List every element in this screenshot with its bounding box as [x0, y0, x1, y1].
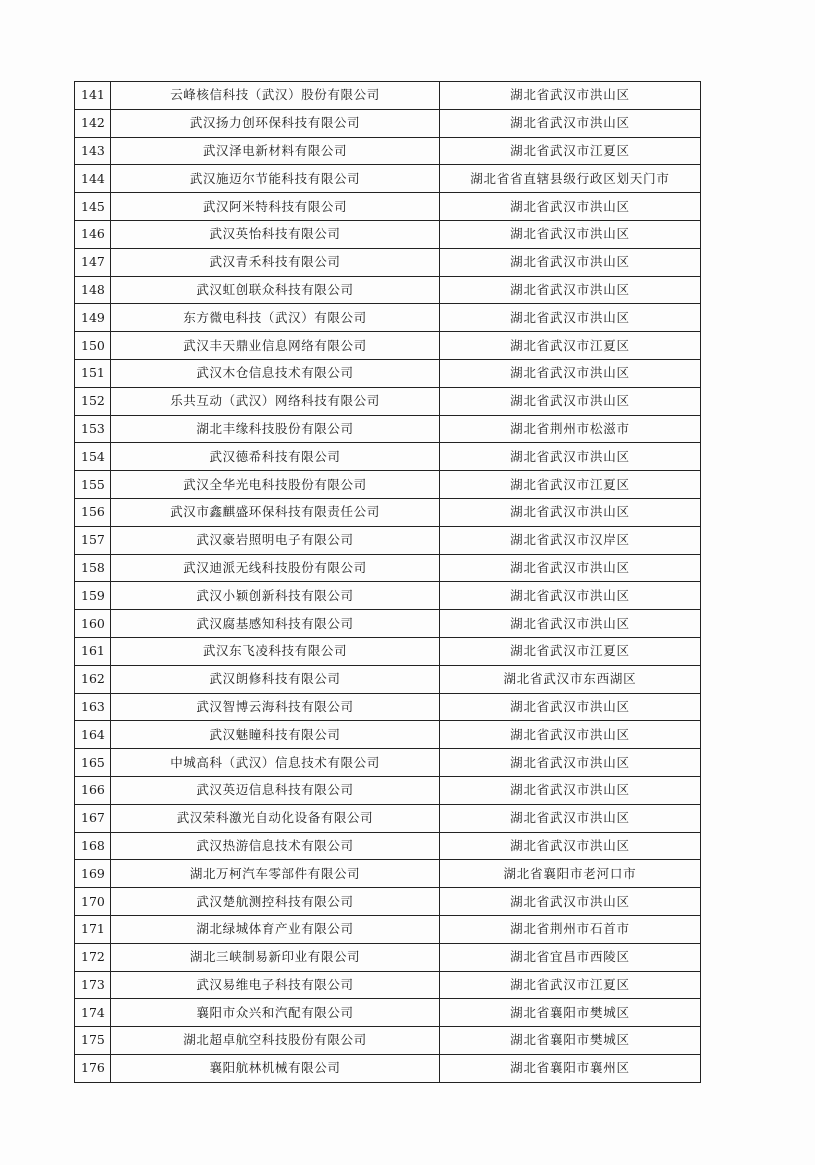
- company-location: 湖北省襄阳市老河口市: [440, 860, 701, 888]
- row-number: 168: [75, 832, 111, 860]
- row-number: 149: [75, 304, 111, 332]
- company-location: 湖北省武汉市洪山区: [440, 832, 701, 860]
- table-row: [75, 915, 701, 943]
- table-row: [75, 220, 701, 248]
- row-number: 160: [75, 610, 111, 638]
- company-location: 湖北省宜昌市西陵区: [440, 943, 701, 971]
- company-location: 湖北省武汉市洪山区: [440, 888, 701, 916]
- row-number: 157: [75, 526, 111, 554]
- table-row: [75, 971, 701, 999]
- table-row: [75, 1027, 701, 1055]
- row-number: 176: [75, 1054, 111, 1082]
- company-name: 武汉英迈信息科技有限公司: [111, 776, 440, 804]
- row-number: 171: [75, 915, 111, 943]
- row-number: 166: [75, 776, 111, 804]
- company-location: 湖北省武汉市江夏区: [440, 137, 701, 165]
- company-location: 湖北省武汉市江夏区: [440, 332, 701, 360]
- company-name: 武汉青禾科技有限公司: [111, 248, 440, 276]
- company-location: 湖北省武汉市洪山区: [440, 749, 701, 777]
- company-name: 湖北绿城体育产业有限公司: [111, 915, 440, 943]
- company-location: 湖北省武汉市江夏区: [440, 471, 701, 499]
- row-number: 164: [75, 721, 111, 749]
- table-row: [75, 359, 701, 387]
- company-location: 湖北省武汉市洪山区: [440, 498, 701, 526]
- table-row: [75, 1054, 701, 1082]
- table-row: [75, 276, 701, 304]
- table-row: [75, 804, 701, 832]
- company-name: 湖北三峡制易新印业有限公司: [111, 943, 440, 971]
- company-name: 武汉扬力创环保科技有限公司: [111, 109, 440, 137]
- row-number: 159: [75, 582, 111, 610]
- company-name: 武汉朗修科技有限公司: [111, 665, 440, 693]
- table-row: [75, 665, 701, 693]
- row-number: 145: [75, 193, 111, 221]
- company-location: 湖北省武汉市洪山区: [440, 248, 701, 276]
- company-name: 武汉泽电新材料有限公司: [111, 137, 440, 165]
- company-location: 湖北省襄阳市襄州区: [440, 1054, 701, 1082]
- table-row: [75, 888, 701, 916]
- company-name: 襄阳航林机械有限公司: [111, 1054, 440, 1082]
- company-location: 湖北省武汉市洪山区: [440, 82, 701, 110]
- company-location: 湖北省武汉市洪山区: [440, 693, 701, 721]
- company-location: 湖北省襄阳市樊城区: [440, 1027, 701, 1055]
- company-location: 湖北省武汉市洪山区: [440, 193, 701, 221]
- table-row: [75, 304, 701, 332]
- company-name: 武汉楚航测控科技有限公司: [111, 888, 440, 916]
- company-name: 武汉豪岩照明电子有限公司: [111, 526, 440, 554]
- company-name: 武汉腐基感知科技有限公司: [111, 610, 440, 638]
- company-list-body: [75, 82, 701, 1083]
- company-name: 武汉智博云海科技有限公司: [111, 693, 440, 721]
- company-name: 中城高科（武汉）信息技术有限公司: [111, 749, 440, 777]
- company-location: 湖北省武汉市洪山区: [440, 776, 701, 804]
- row-number: 143: [75, 137, 111, 165]
- company-name: 武汉热游信息技术有限公司: [111, 832, 440, 860]
- company-location: 湖北省襄阳市樊城区: [440, 999, 701, 1027]
- table-row: [75, 776, 701, 804]
- company-name: 乐共互动（武汉）网络科技有限公司: [111, 387, 440, 415]
- company-name: 湖北超卓航空科技股份有限公司: [111, 1027, 440, 1055]
- company-location: 湖北省武汉市洪山区: [440, 387, 701, 415]
- company-location: 湖北省武汉市东西湖区: [440, 665, 701, 693]
- row-number: 156: [75, 498, 111, 526]
- company-name: 武汉荣科激光自动化设备有限公司: [111, 804, 440, 832]
- table-row: [75, 999, 701, 1027]
- row-number: 165: [75, 749, 111, 777]
- row-number: 141: [75, 82, 111, 110]
- row-number: 167: [75, 804, 111, 832]
- company-name: 湖北丰缘科技股份有限公司: [111, 415, 440, 443]
- row-number: 151: [75, 359, 111, 387]
- row-number: 144: [75, 165, 111, 193]
- table-row: [75, 637, 701, 665]
- table-row: [75, 832, 701, 860]
- table-row: [75, 387, 701, 415]
- company-name: 武汉迪派无线科技股份有限公司: [111, 554, 440, 582]
- company-name: 武汉虹创联众科技有限公司: [111, 276, 440, 304]
- company-location: 湖北省武汉市洪山区: [440, 359, 701, 387]
- table-row: [75, 860, 701, 888]
- company-location: 湖北省武汉市汉岸区: [440, 526, 701, 554]
- company-location: 湖北省武汉市洪山区: [440, 721, 701, 749]
- table-row: [75, 248, 701, 276]
- row-number: 173: [75, 971, 111, 999]
- company-location: 湖北省武汉市洪山区: [440, 304, 701, 332]
- company-location: 湖北省武汉市洪山区: [440, 443, 701, 471]
- company-name: 武汉英怡科技有限公司: [111, 220, 440, 248]
- company-name: 武汉易维电子科技有限公司: [111, 971, 440, 999]
- company-name: 武汉木仓信息技术有限公司: [111, 359, 440, 387]
- row-number: 163: [75, 693, 111, 721]
- company-location: 湖北省省直辖县级行政区划天门市: [440, 165, 701, 193]
- company-name: 湖北万柯汽车零部件有限公司: [111, 860, 440, 888]
- table-row: [75, 526, 701, 554]
- company-location: 湖北省武汉市洪山区: [440, 582, 701, 610]
- row-number: 153: [75, 415, 111, 443]
- row-number: 170: [75, 888, 111, 916]
- table-row: [75, 554, 701, 582]
- table-row: [75, 749, 701, 777]
- company-name: 襄阳市众兴和汽配有限公司: [111, 999, 440, 1027]
- company-name: 东方微电科技（武汉）有限公司: [111, 304, 440, 332]
- company-name: 武汉东飞凌科技有限公司: [111, 637, 440, 665]
- company-name: 武汉阿米特科技有限公司: [111, 193, 440, 221]
- company-name: 武汉市鑫麒盛环保科技有限责任公司: [111, 498, 440, 526]
- company-location: 湖北省武汉市洪山区: [440, 220, 701, 248]
- table-row: [75, 193, 701, 221]
- row-number: 172: [75, 943, 111, 971]
- row-number: 150: [75, 332, 111, 360]
- row-number: 158: [75, 554, 111, 582]
- row-number: 169: [75, 860, 111, 888]
- company-location: 湖北省武汉市江夏区: [440, 637, 701, 665]
- table-row: [75, 82, 701, 110]
- company-location: 湖北省武汉市洪山区: [440, 554, 701, 582]
- company-name: 武汉魅瞳科技有限公司: [111, 721, 440, 749]
- row-number: 174: [75, 999, 111, 1027]
- table-row: [75, 137, 701, 165]
- row-number: 161: [75, 637, 111, 665]
- row-number: 155: [75, 471, 111, 499]
- row-number: 162: [75, 665, 111, 693]
- table-row: [75, 610, 701, 638]
- company-location: 湖北省武汉市洪山区: [440, 804, 701, 832]
- company-location: 湖北省武汉市洪山区: [440, 109, 701, 137]
- table-row: [75, 109, 701, 137]
- row-number: 152: [75, 387, 111, 415]
- company-name: 武汉德希科技有限公司: [111, 443, 440, 471]
- table-row: [75, 693, 701, 721]
- row-number: 147: [75, 248, 111, 276]
- table-row: [75, 582, 701, 610]
- row-number: 148: [75, 276, 111, 304]
- row-number: 146: [75, 220, 111, 248]
- company-location: 湖北省荆州市石首市: [440, 915, 701, 943]
- company-name: 武汉全华光电科技股份有限公司: [111, 471, 440, 499]
- table-row: [75, 471, 701, 499]
- row-number: 154: [75, 443, 111, 471]
- row-number: 142: [75, 109, 111, 137]
- company-name: 武汉小颖创新科技有限公司: [111, 582, 440, 610]
- company-location: 湖北省武汉市江夏区: [440, 971, 701, 999]
- company-list-table: [74, 81, 701, 1083]
- table-row: [75, 165, 701, 193]
- company-name: 云峰核信科技（武汉）股份有限公司: [111, 82, 440, 110]
- table-row: [75, 943, 701, 971]
- company-location: 湖北省武汉市洪山区: [440, 610, 701, 638]
- table-row: [75, 721, 701, 749]
- row-number: 175: [75, 1027, 111, 1055]
- table-row: [75, 498, 701, 526]
- table-row: [75, 443, 701, 471]
- company-location: 湖北省荆州市松滋市: [440, 415, 701, 443]
- company-name: 武汉丰天鼎业信息网络有限公司: [111, 332, 440, 360]
- table-row: [75, 332, 701, 360]
- company-location: 湖北省武汉市洪山区: [440, 276, 701, 304]
- table-row: [75, 415, 701, 443]
- company-name: 武汉施迈尔节能科技有限公司: [111, 165, 440, 193]
